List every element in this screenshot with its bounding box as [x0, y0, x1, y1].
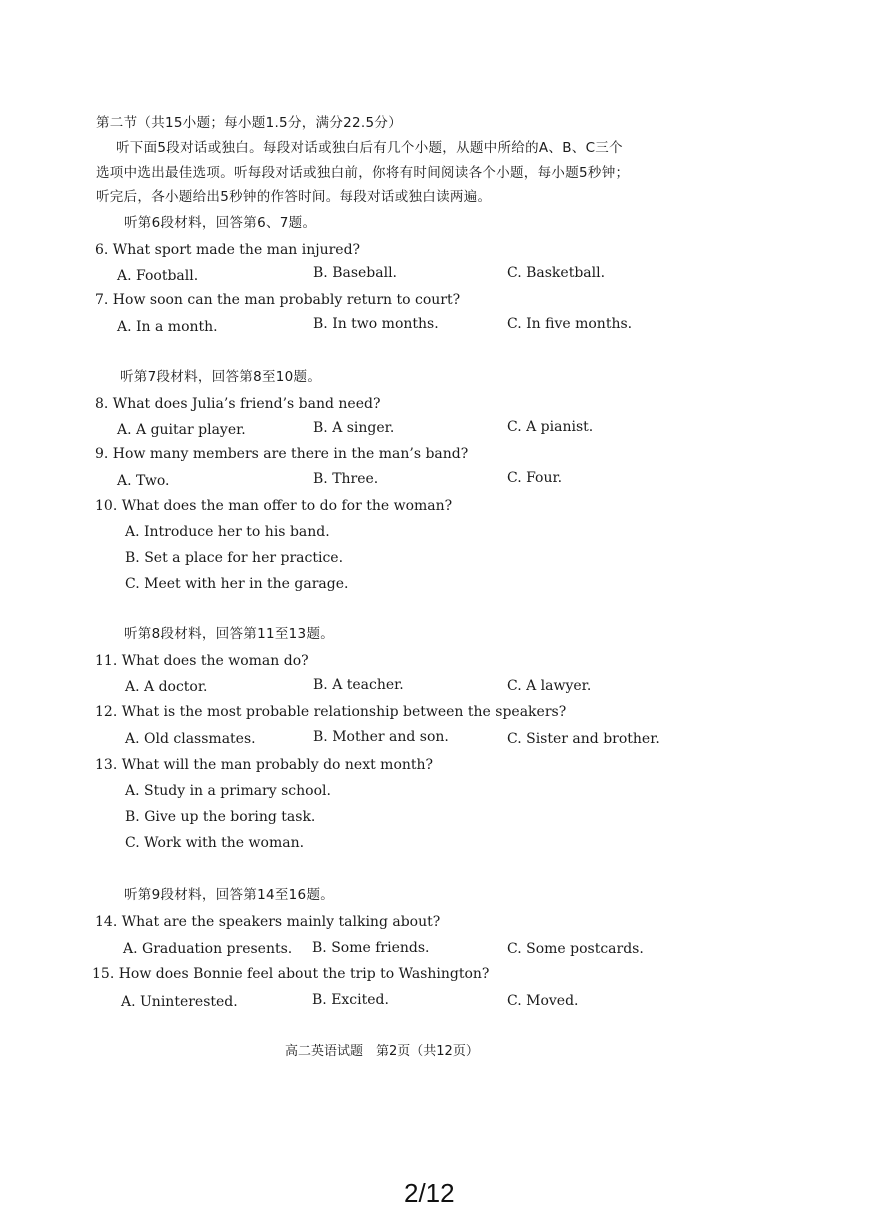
option-b: B. Baseball.	[313, 265, 398, 281]
option-c: C. Meet with her in the garage.	[125, 576, 349, 592]
group-intro: 听第8段材料，回答第11至13题。	[124, 626, 335, 642]
option-c: C. Four.	[507, 470, 563, 486]
option-b: B. Some friends.	[312, 940, 430, 956]
option-a: A. A guitar player.	[117, 422, 246, 438]
option-c: C. A lawyer.	[507, 678, 592, 694]
option-c: C. Basketball.	[507, 265, 606, 281]
instruction-line-3: 听完后，各小题给出5秒钟的作答时间。每段对话或独白读两遍。	[96, 189, 492, 205]
section-heading: 第二节（共15小题；每小题1.5分，满分22.5分）	[96, 115, 403, 131]
question-stem: 13. What will the man probably do next month?	[95, 757, 434, 773]
option-a: A. Uninterested.	[121, 994, 238, 1010]
option-a: A. Two.	[117, 473, 170, 489]
option-b: B. Set a place for her practice.	[125, 550, 344, 566]
option-b: B. A singer.	[313, 420, 395, 436]
question-stem: 15. How does Bonnie feel about the trip to Washington?	[92, 966, 490, 982]
question-stem: 10. What does the man offer to do for the woman?	[95, 498, 453, 514]
option-b: B. Three.	[313, 471, 379, 487]
question-stem: 12. What is the most probable relationship between the speakers?	[95, 704, 567, 720]
option-c: C. Moved.	[507, 993, 579, 1009]
option-a: A. Old classmates.	[125, 731, 256, 747]
option-b: B. In two months.	[313, 316, 439, 332]
option-c: C. Sister and brother.	[507, 731, 660, 747]
option-b: B. Excited.	[312, 992, 389, 1008]
option-b: B. Give up the boring task.	[125, 809, 316, 825]
option-c: C. Some postcards.	[507, 941, 644, 957]
instruction-line-2: 选项中选出最佳选项。听每段对话或独白前，你将有时间阅读各个小题，每小题5秒钟；	[96, 165, 630, 181]
option-a: A. Introduce her to his band.	[125, 524, 330, 540]
option-a: A. Study in a primary school.	[125, 783, 331, 799]
option-c: C. Work with the woman.	[125, 835, 305, 851]
page-footer: 高二英语试题 第2页（共12页）	[285, 1044, 479, 1059]
instruction-line-1: 听下面5段对话或独白。每段对话或独白后有几个小题，从题中所给的A、B、C三个	[116, 140, 623, 156]
option-a: A. Football.	[117, 268, 199, 284]
page-indicator: 2/12	[404, 1178, 455, 1208]
question-stem: 9. How many members are there in the man’s band?	[95, 446, 469, 462]
option-c: C. In five months.	[507, 316, 633, 332]
option-c: C. A pianist.	[507, 419, 594, 435]
question-stem: 11. What does the woman do?	[95, 653, 309, 669]
question-stem: 7. How soon can the man probably return to court?	[95, 292, 461, 308]
option-a: A. In a month.	[117, 319, 218, 335]
option-a: A. Graduation presents.	[123, 941, 293, 957]
question-stem: 8. What does Julia’s friend’s band need?	[95, 396, 381, 412]
group-intro: 听第9段材料，回答第14至16题。	[124, 887, 335, 903]
group-intro: 听第6段材料，回答第6、7题。	[124, 215, 317, 231]
question-stem: 14. What are the speakers mainly talking about?	[95, 914, 441, 930]
question-stem: 6. What sport made the man injured?	[95, 242, 361, 258]
option-a: A. A doctor.	[125, 679, 208, 695]
group-intro: 听第7段材料，回答第8至10题。	[120, 369, 322, 385]
option-b: B. Mother and son.	[313, 729, 449, 745]
option-b: B. A teacher.	[313, 677, 404, 693]
